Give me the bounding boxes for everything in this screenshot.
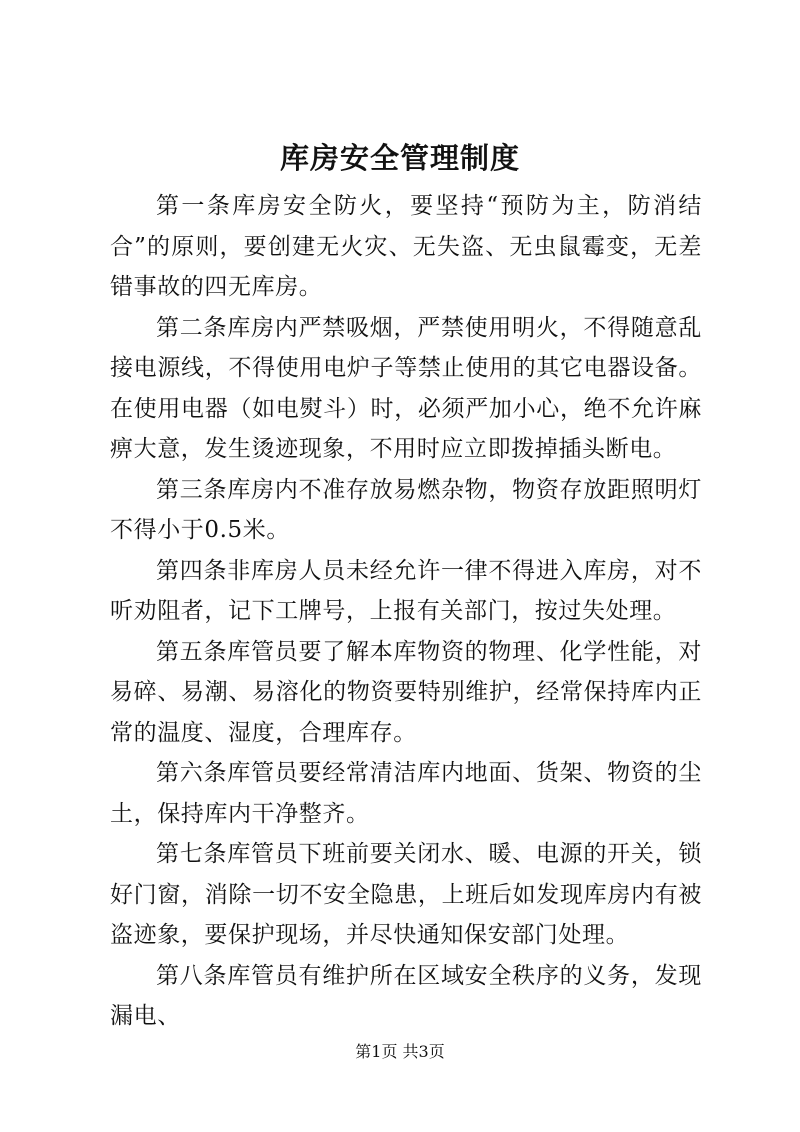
document-title: 库房安全管理制度 [279,141,520,175]
paragraph-article-7: 第七条库管员下班前要关闭水、暖、电源的开关，锁好门窗，消除一切不安全隐患，上班后如发现库房内有被盗迹象，要保护现场，并尽快通知保安部门处理。 [110,841,702,948]
paragraph-article-2: 第二条库房内严禁吸烟，严禁使用明火，不得随意乱接电源线，不得使用电炉子等禁止使用的其它电器设备。在使用电器（如电熨斗）时，必须严加小心，绝不允许麻痹大意，发生烫迹现象，不用时应立即拨掉插头断电。 [110,314,702,462]
document-body [110,186,702,1037]
paragraph-article-4: 第四条非库房人员未经允许一律不得进入库房，对不听劝阻者，记下工牌号，上报有关部门，按过失处理。 [110,557,702,624]
page-footer: 第1页 共3页 [355,1042,445,1061]
paragraph-article-1: 第一条库房安全防火，要坚持“预防为主，防消结合”的原则，要创建无火灾、无失盗、无虫鼠霉变，无差错事故的四无库房。 [110,193,702,300]
paragraph-article-8: 第八条库管员有维护所在区域安全秩序的义务，发现漏电、 [110,962,702,1029]
paragraph-article-6: 第六条库管员要经常清洁库内地面、货架、物资的尘土，保持库内干净整齐。 [110,760,702,827]
paragraph-article-3: 第三条库房内不准存放易燃杂物，物资存放距照明灯不得小于0.5米。 [110,476,702,543]
paragraph-article-5: 第五条库管员要了解本库物资的物理、化学性能，对易碎、易潮、易溶化的物资要特别维护，经常保持库内正常的温度、湿度，合理库存。 [110,638,702,746]
